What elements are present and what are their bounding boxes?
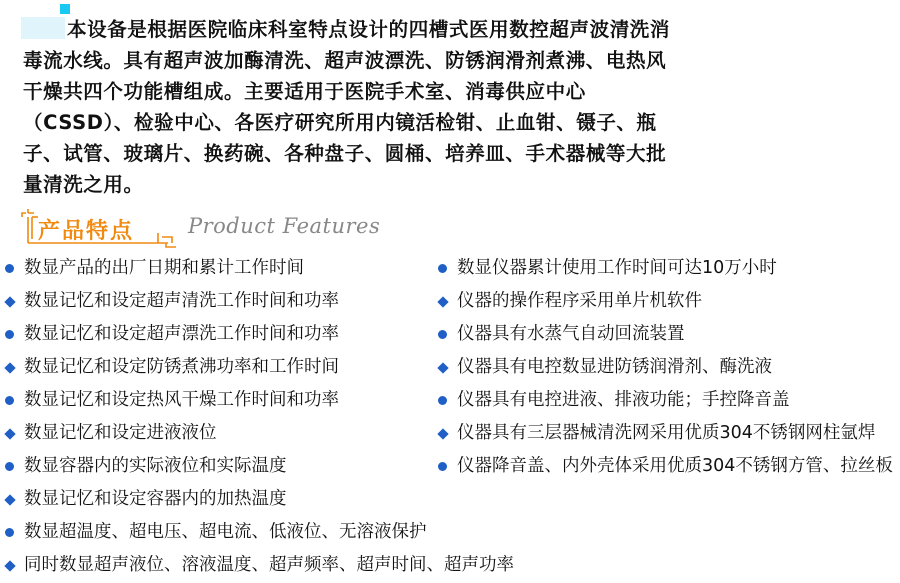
feature-item: 仪器具有电控进液、排液功能；手控降音盖 (435, 384, 893, 417)
bullet-diamond-icon (4, 296, 15, 307)
feature-item: 数显记忆和设定超声漂洗工作时间和功率 (2, 318, 514, 351)
decorative-square (60, 4, 70, 14)
bullet-circle-icon (5, 330, 14, 339)
bullet-diamond-icon (437, 362, 448, 373)
feature-item: 数显超温度、超电压、超电流、低液位、无溶液保护 (2, 516, 514, 549)
features-title-cn: 产品特点 (38, 219, 135, 244)
features-list-right (435, 252, 893, 483)
bullet-circle-icon (5, 528, 14, 537)
feature-item: 数显产品的出厂日期和累计工作时间 (2, 252, 514, 285)
bullet-circle-icon (438, 462, 447, 471)
feature-item: 数显记忆和设定超声清洗工作时间和功率 (2, 285, 514, 318)
bullet-diamond-icon (4, 560, 15, 571)
bullet-diamond-icon (4, 362, 15, 373)
feature-item: 仪器具有水蒸气自动回流装置 (435, 318, 893, 351)
bullet-diamond-icon (4, 428, 15, 439)
bullet-diamond-icon (4, 494, 15, 505)
feature-item: 数显记忆和设定容器内的加热温度 (2, 483, 514, 516)
feature-item: 仪器具有三层器械清洗网采用优质304不锈钢网柱氩焊 (435, 417, 893, 450)
bullet-circle-icon (438, 330, 447, 339)
feature-item: 数显仪器累计使用工作时间可达10万小时 (435, 252, 893, 285)
intro-paragraph: 本设备是根据医院临床科室特点设计的四槽式医用数控超声波清洗消毒流水线。具有超声波加酶清洗、超声波漂洗、防锈润滑剂煮沸、电热风干燥共四个功能槽组成。主要适用于医院手术室、消毒供应中心（CSSD）、检验中心、各医疗研究所用内镜活检钳、止血钳、镊子、瓶子、试管、玻璃片、换药碗、各种盘子、圆桶、培养皿、手术器械等大批量清洗之用。 (23, 18, 671, 196)
features-title-en: Product Features (188, 214, 381, 238)
bullet-circle-icon (5, 462, 14, 471)
feature-item: 数显记忆和设定进液液位 (2, 417, 514, 450)
bullet-circle-icon (5, 264, 14, 273)
bullet-diamond-icon (437, 296, 448, 307)
feature-item: 仪器的操作程序采用单片机软件 (435, 285, 893, 318)
feature-item: 同时数显超声液位、溶液温度、超声频率、超声时间、超声功率 (2, 549, 514, 582)
bullet-diamond-icon (437, 428, 448, 439)
feature-item: 仪器具有电控数显进防锈润滑剂、酶洗液 (435, 351, 893, 384)
features-heading (8, 205, 428, 249)
feature-item: 数显记忆和设定热风干燥工作时间和功率 (2, 384, 514, 417)
feature-item: 仪器降音盖、内外壳体采用优质304不锈钢方管、拉丝板 (435, 450, 893, 483)
bullet-circle-icon (438, 264, 447, 273)
feature-item: 数显容器内的实际液位和实际温度 (2, 450, 514, 483)
bullet-circle-icon (438, 396, 447, 405)
feature-item: 数显记忆和设定防锈煮沸功率和工作时间 (2, 351, 514, 384)
bullet-circle-icon (5, 396, 14, 405)
